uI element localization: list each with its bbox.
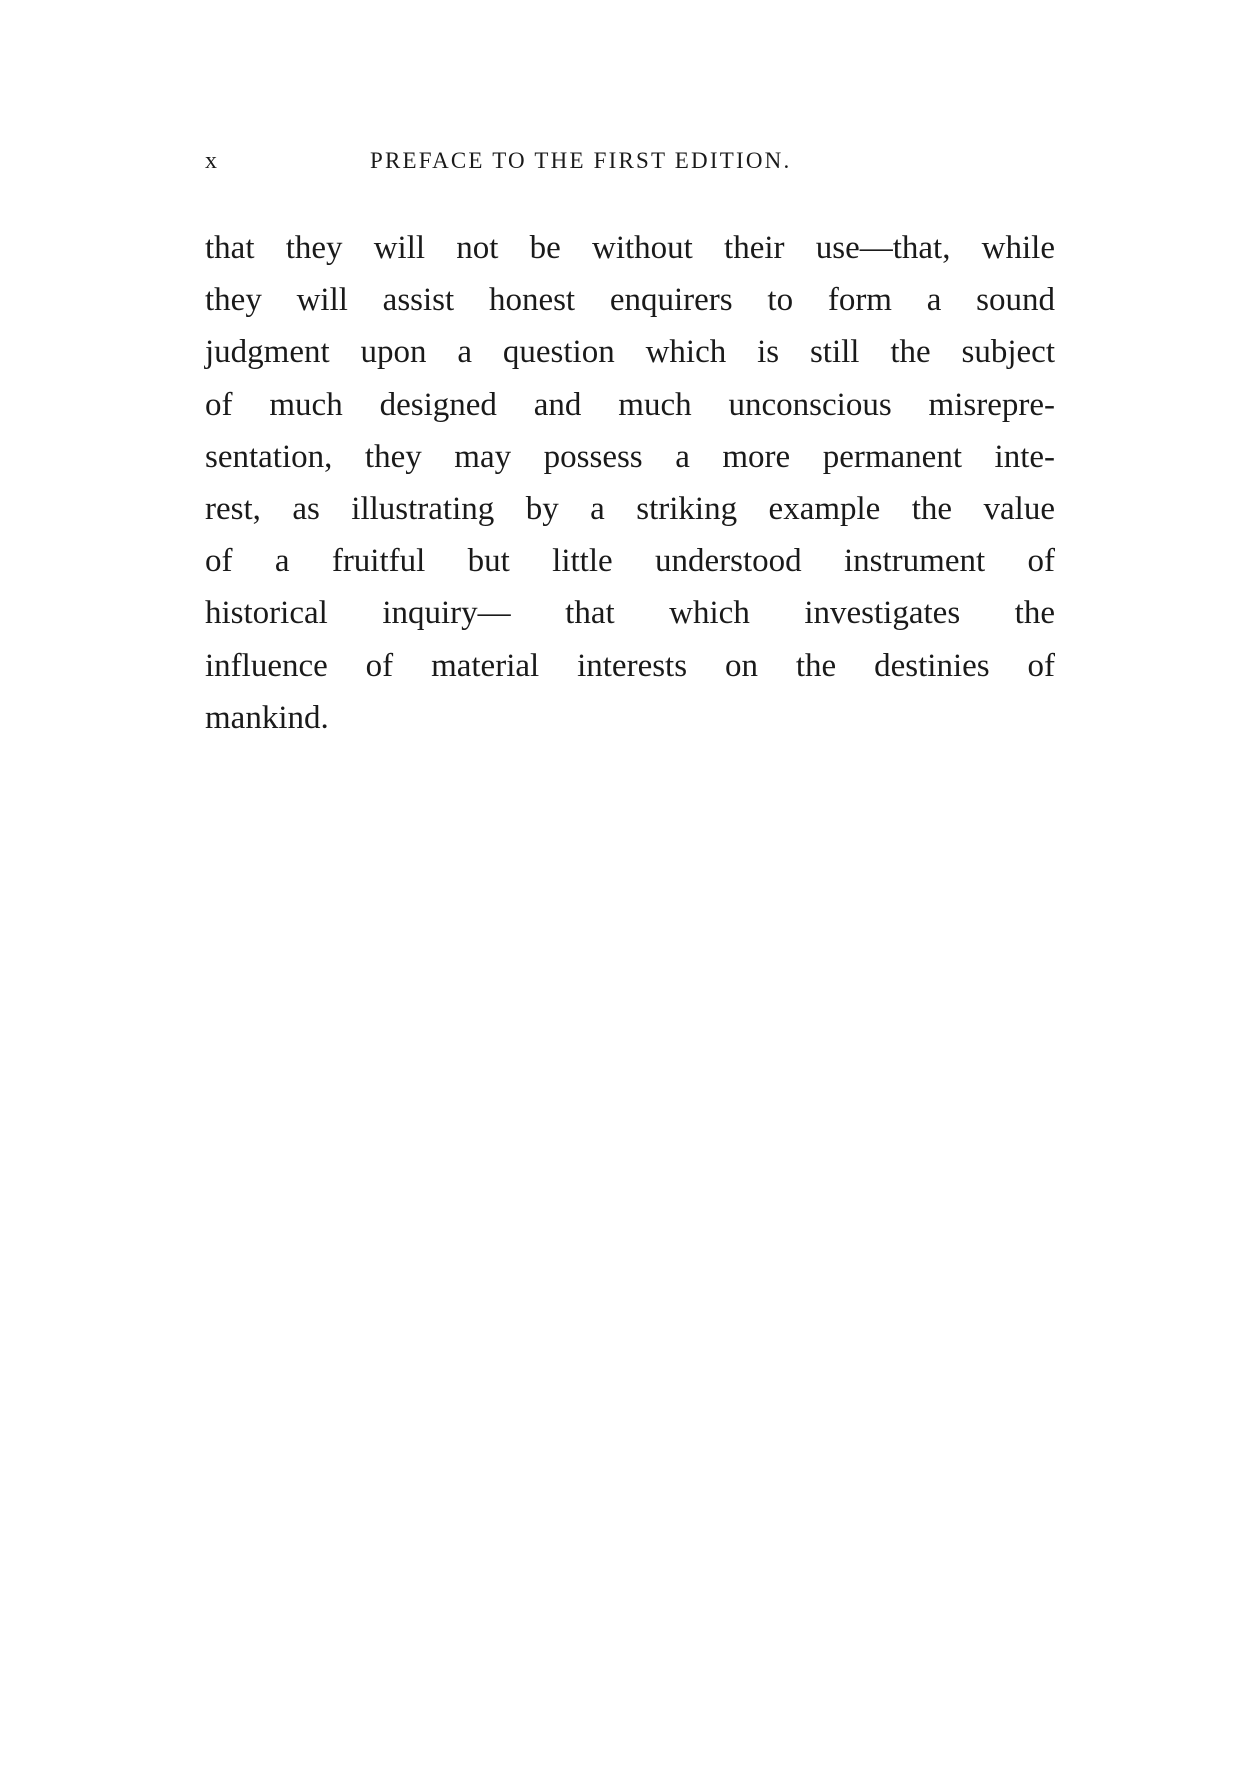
text-line: influence of material interests on the destinies of	[205, 647, 1055, 684]
text-line: historical inquiry— that which investigates the	[205, 595, 1055, 632]
text-line: judgment upon a question which is still the subject	[205, 334, 1055, 371]
text-line-last: mankind.	[205, 699, 329, 736]
text-line: they will assist honest enquirers to form a sound	[205, 282, 1055, 319]
text-line: that they will not be without their use—that, while	[205, 230, 1055, 266]
text-line: of much designed and much unconscious misrepre-	[205, 386, 1055, 423]
body-paragraph	[205, 222, 1055, 744]
text-line: sentation, they may possess a more permanent inte-	[205, 438, 1055, 475]
page-number: x	[205, 148, 218, 174]
text-line: of a fruitful but little understood instrument of	[205, 543, 1055, 580]
running-head	[205, 148, 1055, 178]
running-head-title: PREFACE TO THE FIRST EDITION.	[370, 148, 792, 173]
text-line: rest, as illustrating by a striking example the value	[205, 490, 1055, 527]
